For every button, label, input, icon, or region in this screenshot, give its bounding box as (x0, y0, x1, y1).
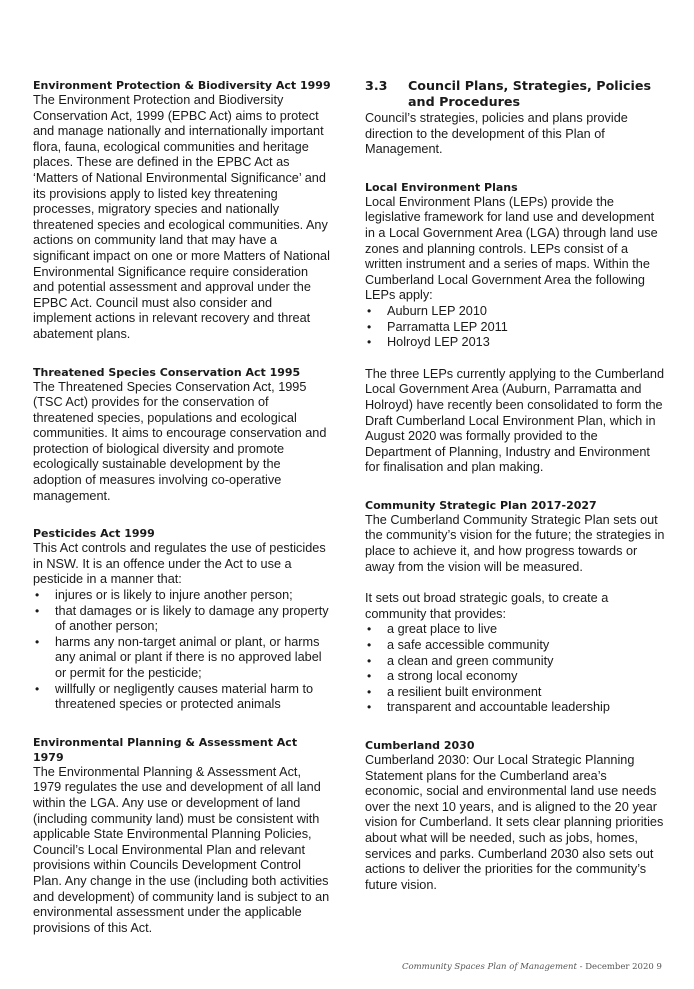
epa-heading: Environmental Planning & Assessment Act 1979 (33, 735, 298, 764)
lep-bullet-list (365, 304, 665, 351)
lep-body: Local Environment Plans (LEPs) provide the legislative framework for land use and development in a Local Government Area (LGA) through land use zones and planning controls. LEPs consist of a written instrument and a series of maps. Within the Cumberland Local Government Area the following LEPs apply: (365, 194, 658, 303)
section-number: 3.3 (365, 78, 388, 93)
csp-heading: Community Strategic Plan 2017-2027 (365, 498, 597, 512)
page-number: 9 (656, 962, 662, 972)
list-item: • a great place to live (367, 622, 498, 637)
footer-separator: - (576, 962, 586, 972)
footer-publication: Community Spaces Plan of Management (402, 962, 577, 972)
list-item: • a resilient built environment (367, 684, 542, 699)
left-column (33, 78, 331, 936)
list-item: • Holroyd LEP 2013 (367, 335, 490, 350)
c2030-heading: Cumberland 2030 (365, 739, 475, 752)
list-item: • transparent and accountable leadership (367, 700, 610, 715)
lep-body-2: The three LEPs currently applying to the Cumberland Local Government Area (Auburn, Parramatta and Holroyd) have recently been consolidated to form the Draft Cumberland Local Environment Plan, which in August 2020 was formally provided to the Department of Planning, Industry and Environment for finalisation and plan making. (365, 366, 665, 475)
list-item: • that damages or is likely to damage any property of another person; (35, 603, 329, 634)
list-item: • a strong local economy (367, 669, 518, 684)
tsc-heading: Threatened Species Conservation Act 1995 (33, 365, 301, 379)
pesticides-heading: Pesticides Act 1999 (33, 527, 155, 541)
page-footer (402, 962, 672, 972)
c2030-body: Cumberland 2030: Our Local Strategic Planning Statement plans for the Cumberland area’s economic, social and environmental land use needs over the next 10 years, and is aligned to the 20 year vision for Cumberland. It sets clear planning priorities about what will be needed, such as jobs, homes, services and parks. Cumberland 2030 also sets out actions to deliver the priorities for the community’s future vision. (365, 753, 664, 892)
list-item: • Parramatta LEP 2011 (367, 319, 508, 334)
list-item: • willfully or negligently causes material harm to threatened species or protected animals (35, 681, 314, 712)
csp-body: The Cumberland Community Strategic Plan sets out the community’s vision for the future; the strategies in place to achieve it, and how progress towards or away from the vision will be measured. (365, 512, 665, 574)
pesticides-bullet-list (33, 588, 331, 713)
lep-heading: Local Environment Plans (365, 180, 518, 194)
list-item: • harms any non-target animal or plant, or harms any animal or plant if there is no approved label or permit for the pesticide; (35, 634, 322, 680)
csp-body-2: It sets out broad strategic goals, to create a community that provides: (365, 591, 609, 621)
list-item: • a clean and green community (367, 653, 554, 668)
pesticides-body: This Act controls and regulates the use of pesticides in NSW. It is an offence under the Act to use a pesticide in a manner that: (33, 541, 326, 587)
epbc-body: The Environment Protection and Biodiversity Conservation Act, 1999 (EPBC Act) aims to protect and manage nationally and internationally important flora, fauna, ecological communities and heritage places. These are defined in the EPBC Act as ‘Matters of National Environmental Significance’ and its provisions apply to listed key threatening processes, migratory species and nationally threatened species and ecological communities. Any actions on community land that may have a significant impact on one or more Matters of National Environmental Significance require consideration and potential assessment and approval under the EPBC Act. Council must also consider and implement actions in relevant recovery and threat abatement plans. (33, 93, 330, 341)
footer-date: December 2020 (585, 962, 654, 972)
list-item: • a safe accessible community (367, 638, 550, 653)
section-intro: Council’s strategies, policies and plans provide direction to the development of this Plan of Management. (365, 111, 628, 157)
right-column (365, 78, 665, 893)
epa-body: The Environmental Planning & Assessment Act, 1979 regulates the use and development of all land within the LGA. Any use or development of land (including community land) must be consistent with applicable State Environmental Planning Policies, Council’s Local Environmental Plan and relevant provisions within Councils Development Control Plan. Any change in the use (including both activities and development) of community land is subject to an environmental assessment under the applicable provisions of this Act. (33, 764, 330, 935)
section-title (365, 78, 665, 110)
csp-bullet-list (365, 622, 665, 716)
section-title-text: Council Plans, Strategies, Policies and Procedures (408, 78, 652, 109)
list-item: • injures or is likely to injure another person; (35, 588, 293, 603)
tsc-body: The Threatened Species Conservation Act, 1995 (TSC Act) provides for the conservation of threatened species, populations and ecological communities. It aims to encourage conservation and protection of biological diversity and promote ecologically sustainable development by the adoption of measures involving co-operative management. (33, 379, 327, 503)
epbc-heading: Environment Protection & Biodiversity Act 1999 (33, 79, 331, 92)
list-item: • Auburn LEP 2010 (367, 303, 487, 318)
